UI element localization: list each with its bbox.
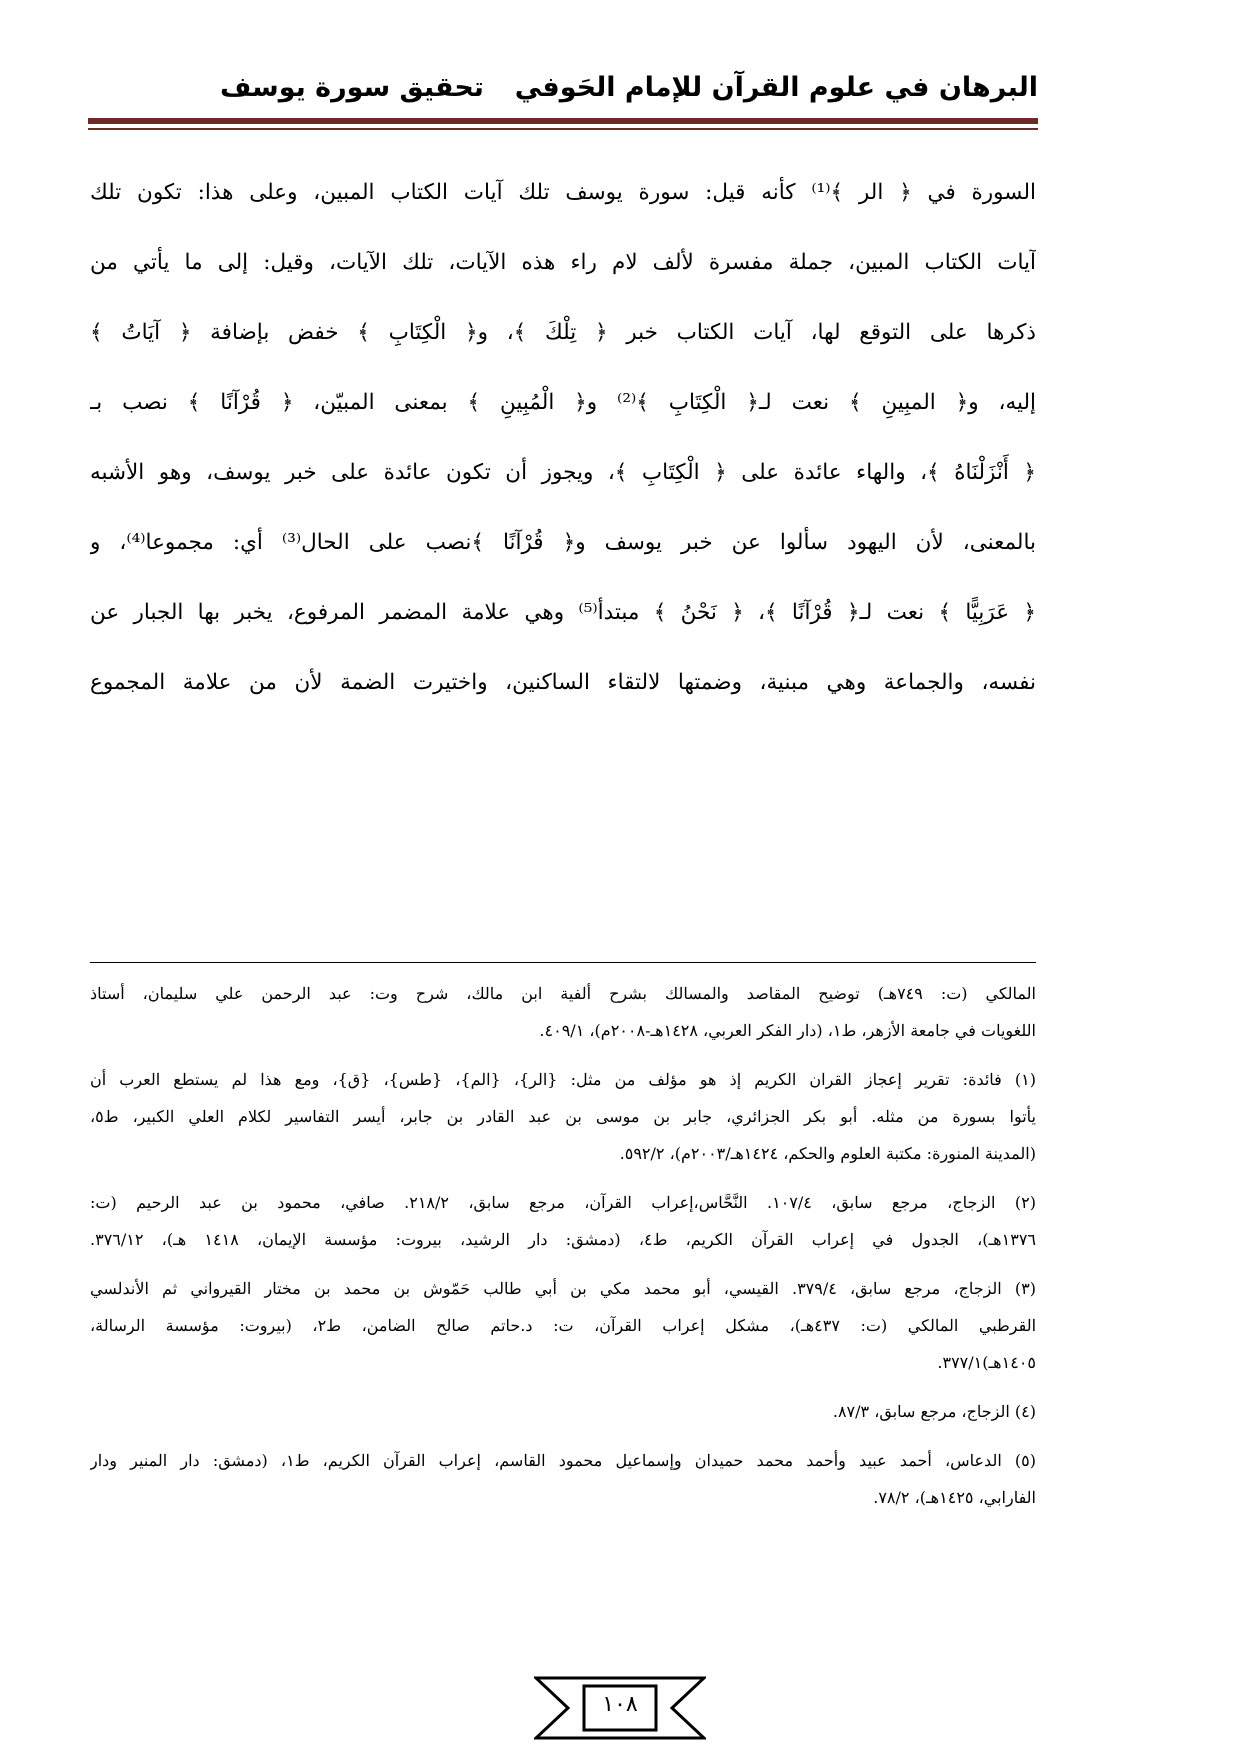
running-header (90, 72, 1038, 116)
header-rule-thick (88, 118, 1038, 124)
footnote-line: (٣) الزجاج، مرجع سابق، ٣٧٩/٤. القيسي، أبو محمد مكي بن أبي طالب حَمّوش بن محمد بن مختار القيرواني ثم الأندلسي (90, 1279, 1036, 1298)
footnote-line: (٤) الزجاج، مرجع سابق، ٨٧/٣. (832, 1402, 1036, 1421)
header-rule-thin (88, 128, 1038, 130)
footnote-line: ١٣٧٦هـ)، الجدول في إعراب القرآن الكريم، ط٤، (دمشق: دار الرشيد، بيروت: مؤسسة الإيمان، ١٤١٨ هـ)، ٣٧٦/١٢. (90, 1230, 1036, 1249)
body-line: آيات الكتاب المبين، جملة مفسرة لألف لام راء هذه الآيات، تلك الآيات، وقيل: إلى ما يأتي من (90, 250, 1036, 275)
body-line: السورة في ﴿ الر ﴾⁽¹⁾ كأنه قيل: سورة يوسف تلك آيات الكتاب المبين، وعلى هذا: تكون تلك (90, 180, 1036, 205)
footnote-line: ١٤٠٥هـ)٣٧٧/١. (937, 1353, 1036, 1372)
footnote-line: (١) فائدة: تقرير إعجاز القران الكريم إذ هو مؤلف من مثل: {الر}، {الم}، {طس}، {ق}، ومع هذا لم يستطع العرب أن (90, 1070, 1036, 1089)
footnote-line: (٢) الزجاج، مرجع سابق، ١٠٧/٤. النَّحَّاس،إعراب القرآن، مرجع سابق، ٢١٨/٢. صافي، محمود بن عبد الرحيم (ت: (90, 1193, 1036, 1212)
footnote-line: المالكي (ت: ٧٤٩هـ) توضيح المقاصد والمسالك بشرح ألفية ابن مالك، شرح وت: عبد الرحمن علي سليمان، أستاذ (90, 984, 1036, 1003)
body-line: ﴿ أَنْزَلْنَاهُ ﴾، والهاء عائدة على ﴿ الْكِتَابِ ﴾، ويجوز أن تكون عائدة على خبر يوسف، وهو الأشبه (90, 460, 1036, 485)
body-line: إليه، و﴿ المبِينِ ﴾ نعت لـ﴿ الْكِتَابِ ﴾⁽²⁾ و﴿ الْمُبِينِ ﴾ بمعنى المبيّن، ﴿ قُرْآنًا ﴾ نصب بـ (90, 390, 1036, 415)
footnote-line: اللغويات في جامعة الأزهر، ط١، (دار الفكر العربي، ١٤٢٨هـ-٢٠٠٨م)، ٤٠٩/١. (539, 1021, 1036, 1040)
footnote-line: القرطبي المالكي (ت: ٤٣٧هـ)، مشكل إعراب القرآن، ت: د.حاتم صالح الضامن، ط٢، (بيروت: مؤسسة الرسالة، (90, 1316, 1036, 1335)
footnotes (90, 975, 1036, 1516)
body-text (90, 158, 1036, 718)
body-line: ﴿ عَرَبِيًّا ﴾ نعت لـ﴿ قُرْآنًا ﴾، ﴿ نَحْنُ ﴾ مبتدأ⁽⁵⁾ وهي علامة المضمر المرفوع، يخبر بها الجبار عن (90, 600, 1036, 625)
footnote-line: (المدينة المنورة: مكتبة العلوم والحكم، ١٤٢٤هـ/٢٠٠٣م)، ٥٩٢/٢. (619, 1144, 1036, 1163)
book-title: البرهان في علوم القرآن للإمام الحَوفي (514, 72, 1038, 103)
footnote-line: (٥) الدعاس، أحمد عبيد وأحمد محمد حميدان وإسماعيل محمود القاسم، إعراب القرآن الكريم، ط١، (دمشق: دار المنير ودار (90, 1451, 1036, 1470)
body-line: نفسه، والجماعة وهي مبنية، وضمتها لالتقاء الساكنين، واختيرت الضمة لأن من علامة المجموع (90, 670, 1036, 695)
section-title: تحقيق سورة يوسف (220, 72, 484, 103)
footnote-line: الفارابي، ١٤٢٥هـ)، ٧٨/٢. (873, 1488, 1036, 1507)
footnote-line: يأتوا بسورة من مثله. أبو بكر الجزائري، جابر بن موسى بن عبد القادر بن جابر، أيسر التفاسير لكلام العلي الكبير، ط٥، (90, 1107, 1036, 1126)
body-line: ذكرها على التوقع لها، آيات الكتاب خبر ﴿ تِلْكَ ﴾، و﴿ الْكِتَابِ ﴾ خفض بإضافة ﴿ آيَاتُ ﴾ (90, 320, 1036, 345)
body-line: بالمعنى، لأن اليهود سألوا عن خبر يوسف و﴿ قُرْآنًا ﴾نصب على الحال⁽³⁾ أي: مجموعا⁽⁴⁾، و (90, 530, 1036, 555)
footnote-separator (90, 962, 1036, 963)
page-number-ornament (534, 1676, 706, 1740)
page-number: ١٠٨ (602, 1692, 638, 1717)
